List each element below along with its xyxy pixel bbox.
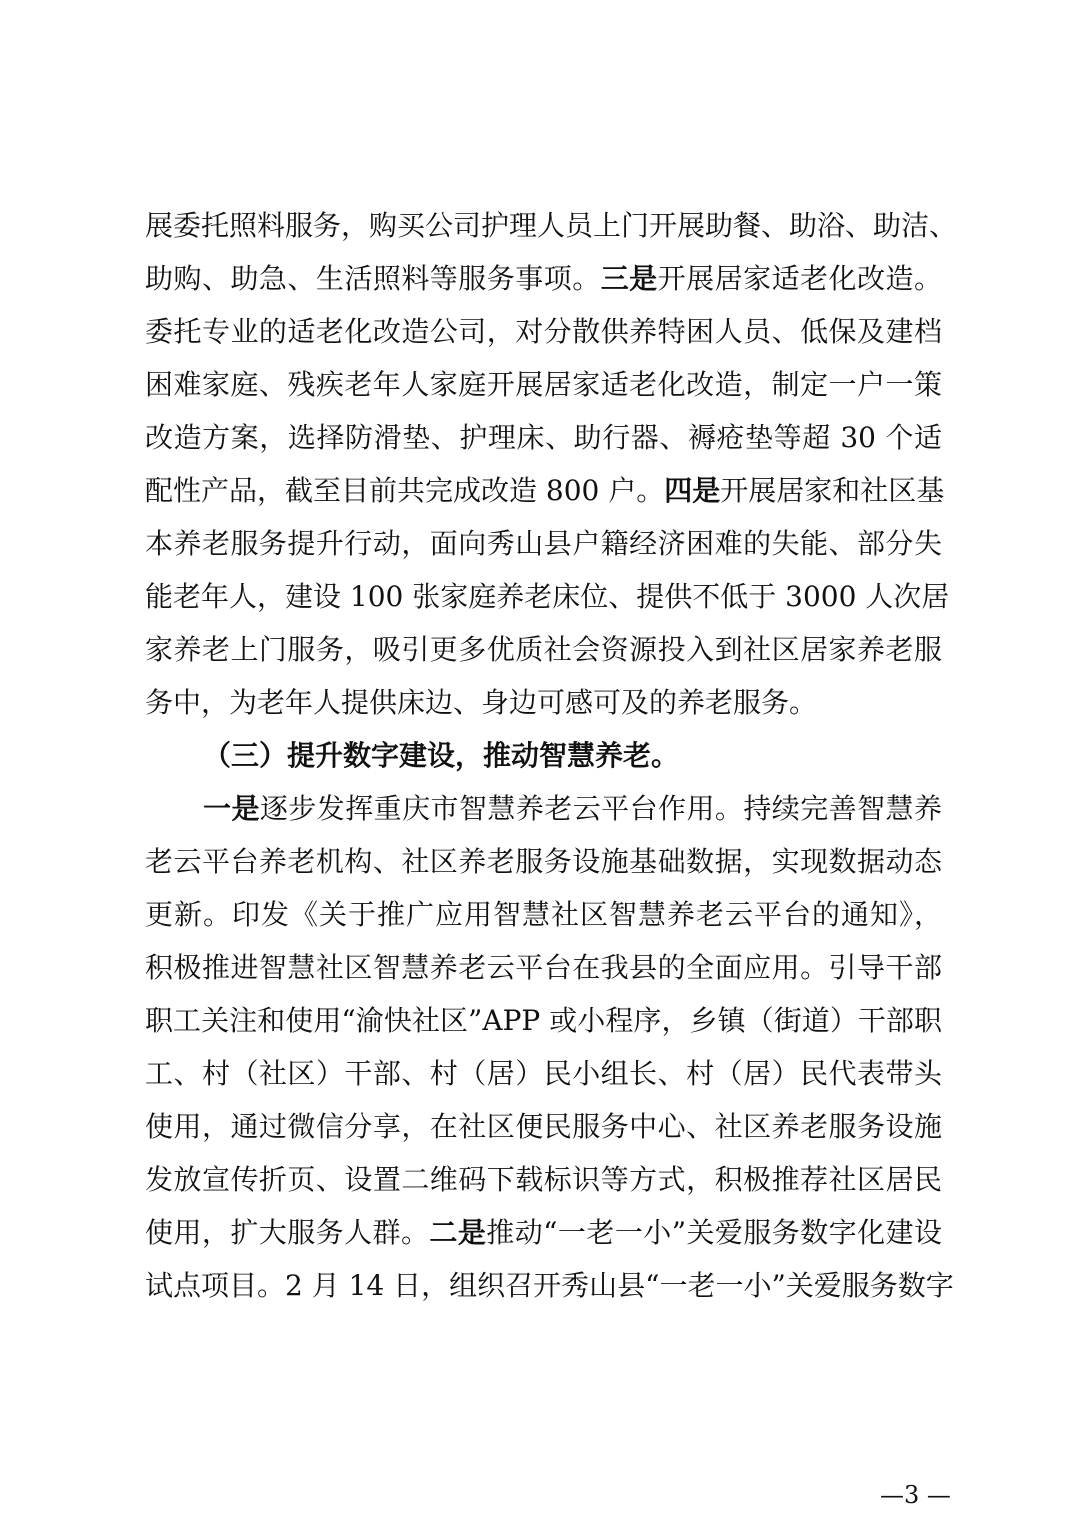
text-line: 困难家庭、残疾老年人家庭开展居家适老化改造，制定一户一策	[145, 368, 942, 401]
text-line: 家养老上门服务，吸引更多优质社会资源投入到社区居家养老服	[145, 633, 942, 666]
text-line: 一是逐步发挥重庆市智慧养老云平台作用。持续完善智慧养	[203, 792, 942, 825]
text-line: 更新。印发《关于推广应用智慧社区智慧养老云平台的通知》，	[145, 898, 942, 931]
text-line: 配性产品，截至目前共完成改造 800 户。四是开展居家和社区基	[145, 474, 945, 507]
text-line: 能老年人，建设 100 张家庭养老床位、提供不低于 3000 人次居	[145, 580, 950, 613]
text-line: 改造方案，选择防滑垫、护理床、助行器、褥疮垫等超 30 个适	[145, 421, 942, 454]
text-line: 积极推进智慧社区智慧养老云平台在我县的全面应用。引导干部	[145, 951, 942, 984]
page-number: —3 —	[880, 1481, 951, 1509]
text-line: 使用，扩大服务人群。二是推动“一老一小”关爱服务数字化建设	[145, 1216, 942, 1249]
text-line: 助购、助急、生活照料等服务事项。三是开展居家适老化改造。	[145, 262, 942, 295]
section-heading: （三）提升数字建设，推动智慧养老。	[203, 739, 680, 772]
text-line: 老云平台养老机构、社区养老服务设施基础数据，实现数据动态	[145, 845, 942, 878]
text-line: 发放宣传折页、设置二维码下载标识等方式，积极推荐社区居民	[145, 1163, 942, 1196]
text-line: 试点项目。2 月 14 日，组织召开秀山县“一老一小”关爱服务数字	[145, 1269, 954, 1302]
text-line: 务中，为老年人提供床边、身边可感可及的养老服务。	[145, 686, 818, 719]
text-line: 工、村（社区）干部、村（居）民小组长、村（居）民代表带头	[145, 1057, 942, 1090]
text-line: 本养老服务提升行动，面向秀山县户籍经济困难的失能、部分失	[145, 527, 942, 560]
text-line: 展委托照料服务，购买公司护理人员上门开展助餐、助浴、助洁、	[145, 209, 958, 242]
text-line: 职工关注和使用“渝快社区”APP 或小程序，乡镇（街道）干部职	[145, 1004, 942, 1037]
text-line: 委托专业的适老化改造公司，对分散供养特困人员、低保及建档	[145, 315, 942, 348]
text-line: 使用，通过微信分享，在社区便民服务中心、社区养老服务设施	[145, 1110, 942, 1143]
